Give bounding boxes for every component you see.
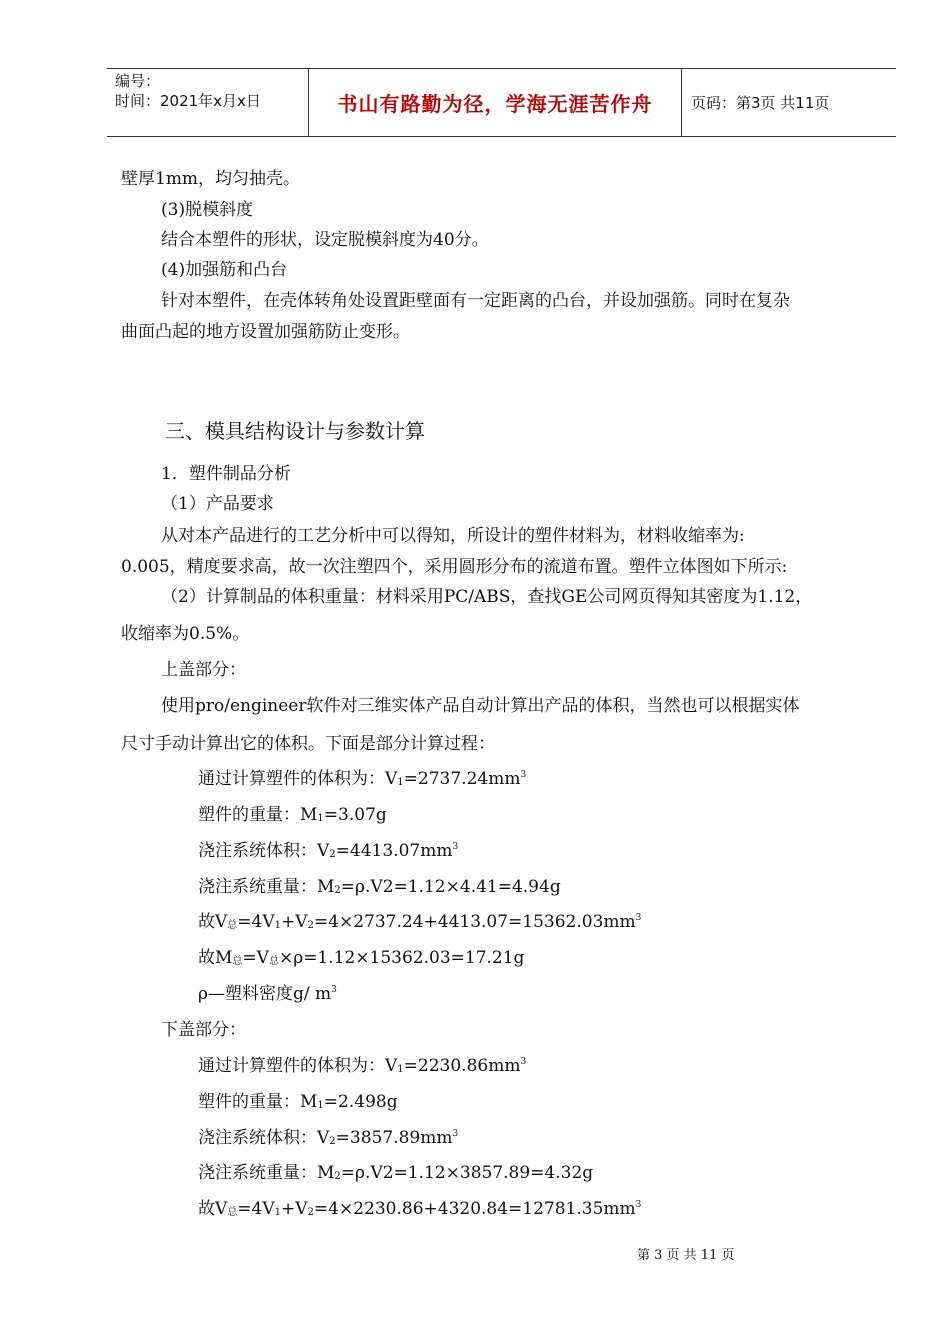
page-footer: 第 3 页 共 11 页	[637, 1248, 735, 1263]
formula-line: 故$V_总=4V_1+V_2=4\times 2737.24+4413.07=15362.03mm^3$	[198, 912, 642, 932]
formula-line: 故$V_总=4V_1+V_2=4\times 2230.86+4320.84=12781.35mm^3$	[198, 1199, 642, 1219]
subheading: 1．塑件制品分析	[161, 464, 291, 484]
header-number: 编号：	[115, 72, 161, 90]
formula-line: ρ—塑料密度g/ $m^3$	[198, 984, 337, 1004]
formula-line: 通过计算塑件的体积为：$V_1=2737.24mm^3$	[198, 769, 527, 789]
header-divider	[681, 69, 682, 136]
subheading: (3)脱模斜度	[161, 200, 254, 220]
paragraph-line: 壁厚1mm，均匀抽壳。	[121, 169, 301, 189]
header-motto: 书山有路勤为径，学海无涯苦作舟	[337, 92, 653, 116]
paragraph-line: 从对本产品进行的工艺分析中可以得知，所设计的塑件材料为，材料收缩率为:	[161, 526, 745, 546]
paragraph-line: 尺寸手动计算出它的体积。下面是部分计算过程：	[121, 734, 495, 754]
section-title: 三、模具结构设计与参数计算	[165, 419, 425, 443]
paragraph-line: 曲面凸起的地方设置加强筋防止变形。	[121, 322, 410, 342]
subheading: (4)加强筋和凸台	[161, 260, 288, 280]
formula-line: 塑件的重量：$M_1=3.07g$	[198, 805, 387, 825]
paragraph-line: 收缩率为0.5%。	[121, 624, 250, 644]
subheading: （1）产品要求	[161, 494, 274, 514]
formula-line: 浇注系统重量：$M_2=\rho.V2=1.12\times 3857.89=4.32g$	[198, 1163, 594, 1183]
formula-line: 浇注系统重量：$M_2=\rho.V2=1.12\times 4.41=4.94g$	[198, 877, 561, 897]
paragraph-line: 结合本塑件的形状，设定脱模斜度为40分。	[161, 230, 489, 250]
paragraph-line: （2）计算制品的体积重量：材料采用PC/ABS，查找GE公司网页得知其密度为1.12，	[161, 587, 813, 607]
header-time: 时间：2021年x月x日	[115, 92, 261, 110]
formula-line: 浇注系统体积：$V_2=4413.07mm^3$	[198, 841, 459, 861]
header-table	[107, 68, 896, 137]
paragraph-line: 0.005，精度要求高，故一次注塑四个，采用圆形分布的流道布置。塑件立体图如下所示:	[121, 557, 788, 577]
header-meta	[115, 71, 261, 111]
paragraph-line: 针对本塑件，在壳体转角处设置距壁面有一定距离的凸台，并设加强筋。同时在复杂	[161, 291, 790, 311]
subheading: 上盖部分：	[161, 660, 246, 680]
paragraph-line: 使用pro/engineer软件对三维实体产品自动计算出产品的体积，当然也可以根据实体	[161, 696, 800, 716]
formula-line: 故$M_总=V_总\times\rho=1.12\times 15362.03=17.21g$	[198, 948, 525, 968]
formula-line: 塑件的重量：$M_1=2.498g$	[198, 1092, 398, 1112]
formula-line: 通过计算塑件的体积为：$V_1=2230.86mm^3$	[198, 1056, 527, 1076]
header-page-info: 页码：第3页 共11页	[691, 94, 830, 112]
subheading: 下盖部分：	[161, 1020, 246, 1040]
formula-line: 浇注系统体积：$V_2=3857.89mm^3$	[198, 1128, 459, 1148]
